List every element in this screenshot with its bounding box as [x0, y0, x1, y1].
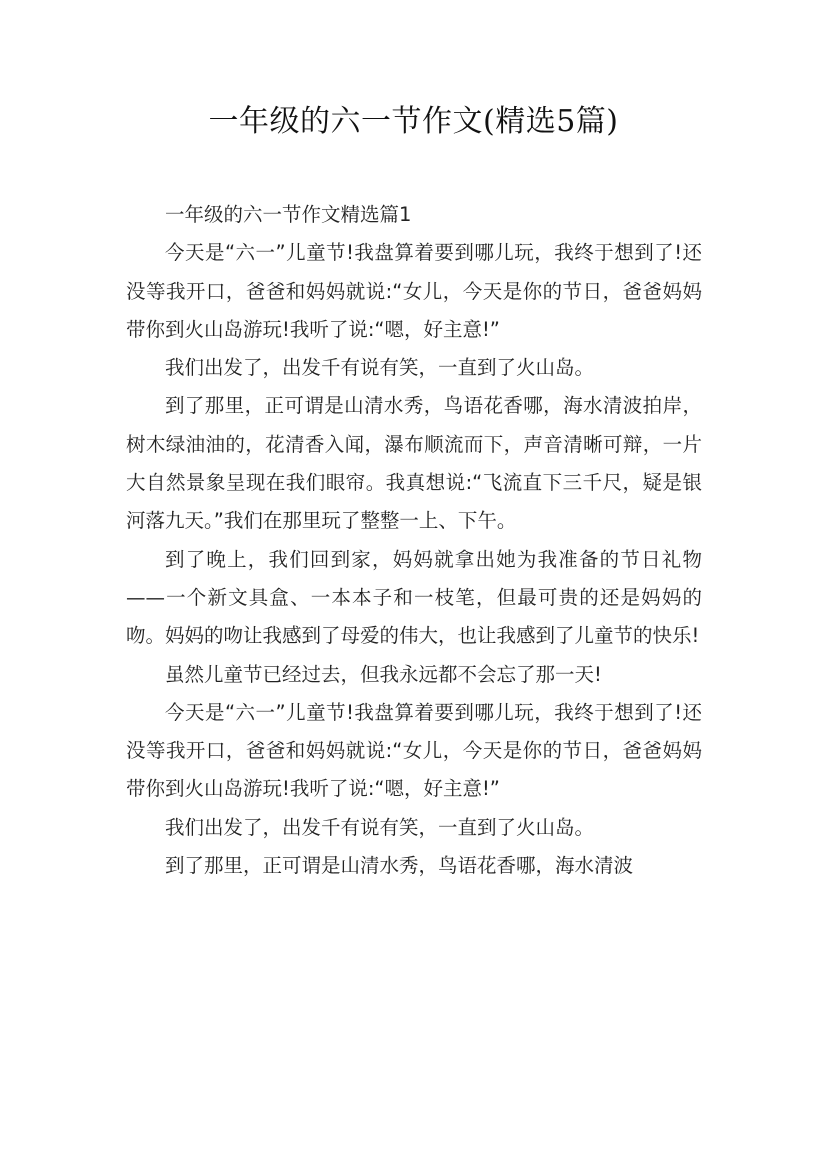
paragraph: 到了那里，正可谓是山清水秀，鸟语花香哪，海水清波拍岸，树木绿油油的，花清香入闻，瀑布顺流而下，声音清晰可辩，一片大自然景象呈现在我们眼帘。我真想说:“飞流直下三千尺，疑是银河落九天。”我们在那里玩了整整一上、下午。: [126, 394, 702, 533]
paragraph: 到了那里，正可谓是山清水秀，鸟语花香哪，海水清波: [165, 854, 634, 878]
document-title: 一年级的六一节作文(精选5篇): [208, 104, 619, 139]
paragraph: 今天是“六一”儿童节!我盘算着要到哪儿玩，我终于想到了!还没等我开口，爸爸和妈妈就说:“女儿，今天是你的节日，爸爸妈妈带你到火山岛游玩!我听了说:“嗯，好主意!”: [126, 700, 702, 801]
paragraph: 今天是“六一”儿童节!我盘算着要到哪儿玩，我终于想到了!还没等我开口，爸爸和妈妈就说:“女儿，今天是你的节日，爸爸妈妈带你到火山岛游玩!我听了说:“嗯，好主意!”: [126, 241, 702, 341]
paragraph: 我们出发了，出发千有说有笑，一直到了火山岛。: [165, 815, 595, 839]
paragraph: 虽然儿童节已经过去，但我永远都不会忘了那一天!: [165, 662, 602, 686]
paragraph: 到了晚上，我们回到家，妈妈就拿出她为我准备的节日礼物——一个新文具盒、一本本子和一枝笔，但最可贵的还是妈妈的吻。妈妈的吻让我感到了母爱的伟大，也让我感到了儿童节的快乐!: [126, 547, 702, 648]
document-body: [126, 196, 702, 885]
section-heading: 一年级的六一节作文精选篇1: [165, 203, 412, 226]
paragraph: 我们出发了，出发千有说有笑，一直到了火山岛。: [165, 356, 595, 380]
